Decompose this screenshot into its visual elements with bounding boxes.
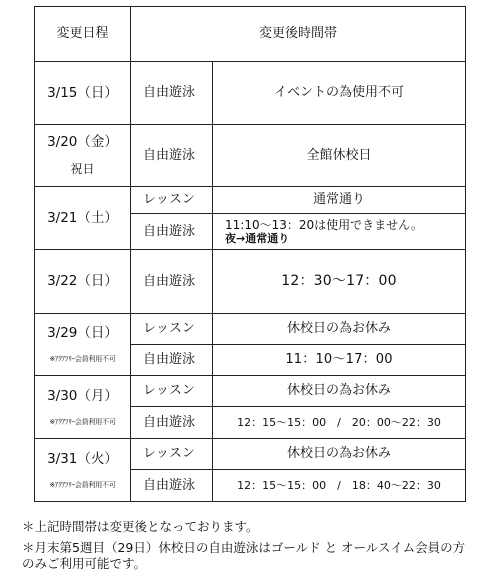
header-date: 変更日程	[35, 7, 131, 62]
table-row	[35, 125, 466, 187]
date-subtext: 祝日	[70, 162, 95, 177]
row-time: 休校日の為お休み	[213, 439, 466, 470]
row-date	[35, 314, 131, 376]
schedule-table	[34, 6, 466, 502]
row-time: 11：10～17：00	[213, 345, 466, 376]
row-activity: 自由遊泳	[131, 345, 213, 376]
row-time: 休校日の為お休み	[213, 314, 466, 345]
row-time: 12：15～15：00 / 18：40～22：30	[213, 470, 466, 502]
date-text: 3/15（日）	[47, 84, 118, 101]
row-date	[35, 62, 131, 125]
table-row	[35, 62, 466, 125]
row-activity: レッスン	[131, 187, 213, 214]
table-row	[35, 187, 466, 214]
date-text: 3/22（日）	[47, 273, 118, 290]
date-note: ※ｱｸｱﾌﾘｰ会員利用不可	[49, 355, 116, 364]
date-text: 3/21（土）	[47, 209, 118, 226]
row-time: 12：15～15：00 / 20：00～22：30	[213, 407, 466, 439]
row-activity: 自由遊泳	[131, 407, 213, 439]
date-text: 3/31（火）	[47, 450, 118, 467]
row-activity: 自由遊泳	[131, 470, 213, 502]
date-text: 3/29（日）	[47, 325, 118, 342]
row-date	[35, 187, 131, 250]
row-date	[35, 125, 131, 187]
row-time: イベントの為使用不可	[213, 62, 466, 125]
row-activity: 自由遊泳	[131, 250, 213, 314]
row-date	[35, 439, 131, 502]
row-date	[35, 250, 131, 314]
row-activity: レッスン	[131, 376, 213, 407]
date-text: 3/20（金）	[47, 134, 118, 151]
footnote: ＊上記時間帯は変更後となっております。	[22, 519, 259, 534]
time-text: 11:10～13：20は使用できません。	[225, 217, 423, 232]
row-activity: レッスン	[131, 314, 213, 345]
time-note: 夜→通常通り	[225, 232, 290, 246]
row-time: 休校日の為お休み	[213, 376, 466, 407]
footnotes	[22, 519, 477, 577]
table-row	[35, 250, 466, 314]
row-activity: 自由遊泳	[131, 214, 213, 250]
row-time: 通常通り	[213, 187, 466, 214]
date-text: 3/30（月）	[47, 387, 118, 404]
table-row	[35, 376, 466, 407]
date-note: ※ｱｸｱﾌﾘｰ会員利用不可	[49, 417, 116, 426]
row-activity: レッスン	[131, 439, 213, 470]
row-time: 12：30～17：00	[213, 250, 466, 314]
footnote: ＊月末第5週目（29日）休校日の自由遊泳はゴールド と オールスイム会員の方のみご利用可能です。	[22, 540, 466, 571]
header-time: 変更後時間帯	[131, 7, 466, 62]
row-activity: 自由遊泳	[131, 125, 213, 187]
date-note: ※ｱｸｱﾌﾘｰ会員利用不可	[49, 480, 116, 489]
row-activity: 自由遊泳	[131, 62, 213, 125]
table-row	[35, 439, 466, 470]
table-row	[35, 314, 466, 345]
row-time	[213, 214, 466, 250]
row-time: 全館休校日	[213, 125, 466, 187]
header-row	[35, 7, 466, 62]
row-date	[35, 376, 131, 439]
